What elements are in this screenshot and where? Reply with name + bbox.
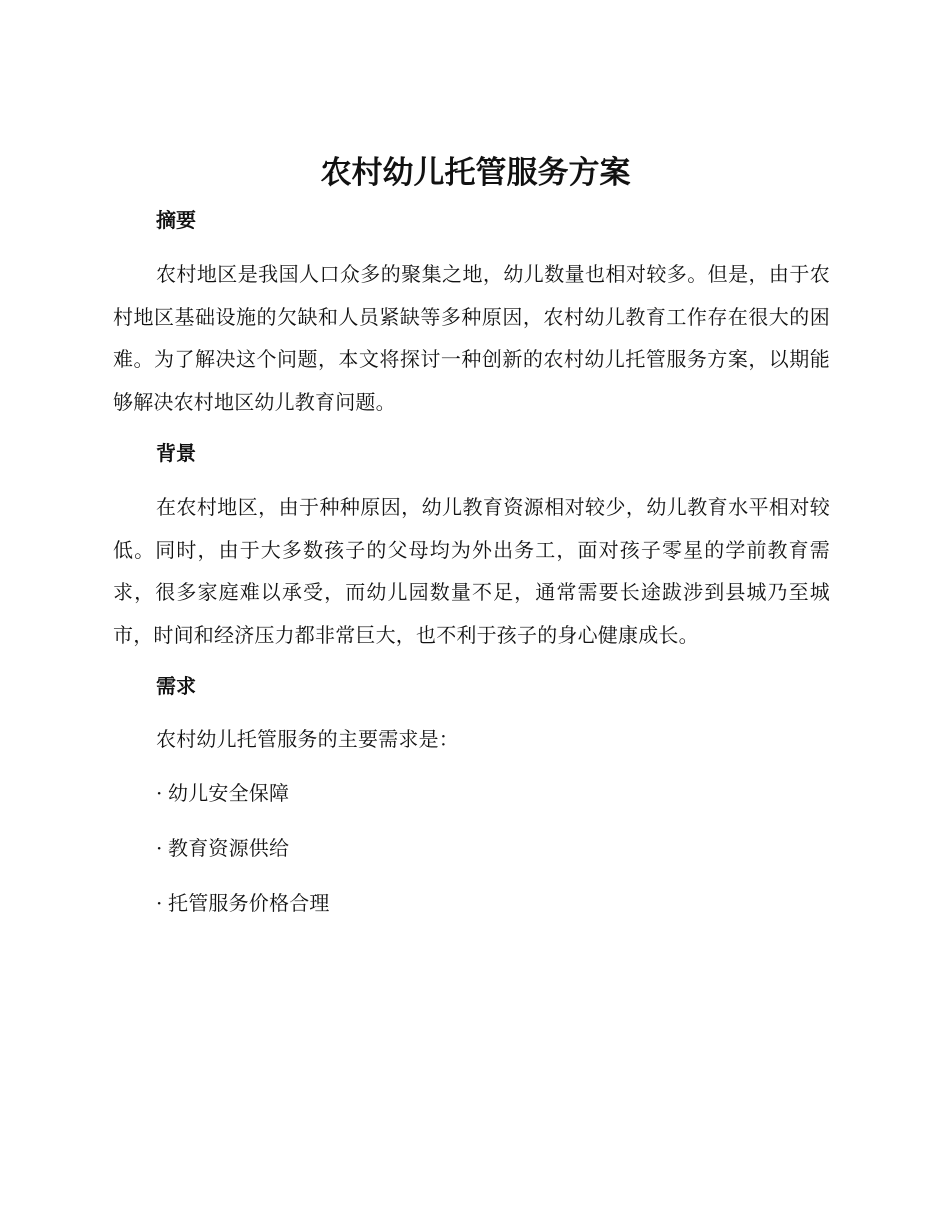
bullet-icon: · — [156, 781, 163, 805]
requirements-list — [113, 773, 830, 923]
section-heading-background: 背景 — [156, 441, 196, 465]
section-background — [113, 437, 830, 656]
bullet-icon: · — [156, 891, 163, 915]
section-requirements — [113, 670, 830, 923]
section-heading-requirements: 需求 — [156, 674, 196, 698]
paragraph-abstract: 农村地区是我国人口众多的聚集之地，幼儿数量也相对较多。但是，由于农村地区基础设施的欠缺和人员紧缺等多种原因，农村幼儿教育工作存在很大的困难。为了解决这个问题，本文将探讨一种创新的农村幼儿托管服务方案，以期能够解决农村地区幼儿教育问题。 — [113, 262, 830, 414]
requirements-intro: 农村幼儿托管服务的主要需求是： — [156, 727, 459, 751]
list-item-text: 托管服务价格合理 — [168, 891, 330, 915]
document-title: 农村幼儿托管服务方案 — [320, 155, 631, 191]
list-item-text: 教育资源供给 — [168, 836, 290, 860]
section-abstract — [113, 204, 830, 423]
bullet-icon: · — [156, 836, 163, 860]
list-item — [156, 828, 830, 868]
section-heading-abstract: 摘要 — [156, 208, 196, 232]
paragraph-background: 在农村地区，由于种种原因，幼儿教育资源相对较少，幼儿教育水平相对较低。同时，由于大多数孩子的父母均为外出务工，面对孩子零星的学前教育需求，很多家庭难以承受，而幼儿园数量不足，通常需要长途跋涉到县城乃至城市，时间和经济压力都非常巨大，也不利于孩子的身心健康成长。 — [113, 495, 830, 647]
list-item — [156, 773, 830, 813]
list-item — [156, 883, 830, 923]
list-item-text: 幼儿安全保障 — [168, 781, 290, 805]
